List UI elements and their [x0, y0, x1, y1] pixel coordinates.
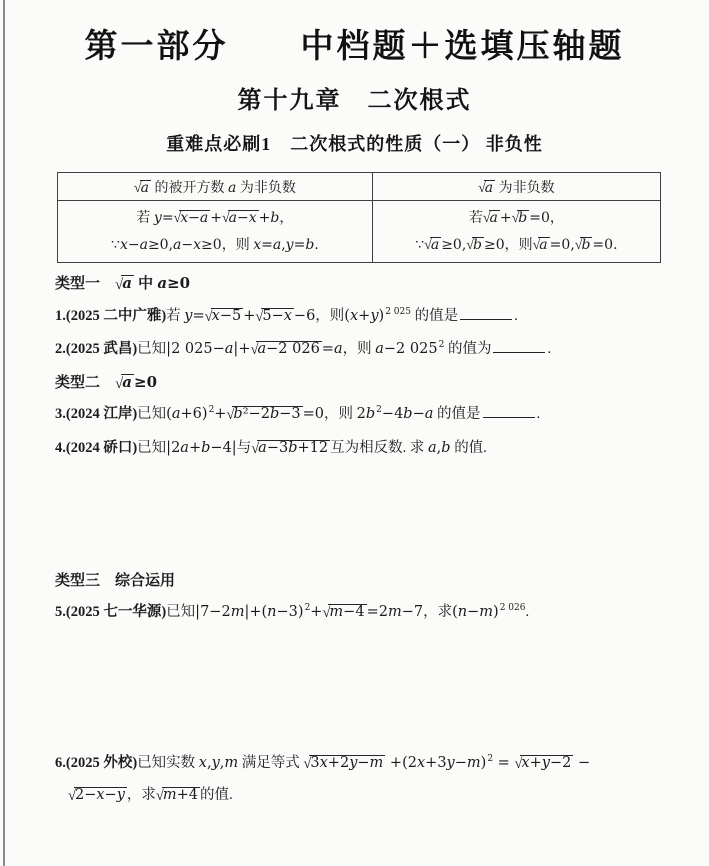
section-title: 重难点必刷1 二次根式的性质（一） 非负性 — [166, 134, 543, 154]
type3-heading: 类型三 综合运用 — [55, 572, 176, 589]
properties-table — [57, 172, 661, 263]
type2-heading: 类型二 √a ≥0 — [55, 373, 157, 392]
problem-1: 1.(2025 二中广雅)若 y=√x−5 +√5−x −6，则$(x+y)^{2 025}$ 的值是 . — [55, 307, 518, 325]
table-header-row — [58, 173, 661, 201]
part-title: 第一部分 中档题＋选填压轴题 — [84, 29, 625, 65]
type1-heading: 类型一 √a 中 a≥0 — [55, 274, 191, 293]
table-body-row — [58, 201, 661, 263]
table-cell-radicand-rule — [58, 201, 373, 263]
problem-4: 4.(2024 硚口)已知|2a+b−4|与√a−3b+12 互为相反数. 求 a,b 的值. — [55, 440, 487, 457]
rule-line: ∵√a ≥0,√b ≥0，则√a =0,√b =0. — [415, 236, 618, 253]
table-header-radicand-nonnegative: √a 的被开方数 a 为非负数 — [58, 173, 373, 201]
problem-3: 3.(2024 江岸)已知$(a+6)^2+√b^2-2b-3 =0$，则 $2b^2-4b-a$ 的值是 . — [55, 405, 541, 423]
problem-2: 2.(2025 武昌)已知|2 025−a|+√a−2 026 =a，则 a−2 $025^2$ 的值为 . — [55, 340, 552, 358]
problem-6-line1: 6.(2025 外校)已知实数 x,y,m 满足等式 $√3x+2y-m +(2x+3y-m)^2 = √x+y-2$ − — [55, 754, 591, 772]
chapter-title: 第十九章 二次根式 — [237, 88, 472, 114]
problem-6-line2: √2−x−y ，求√m+4 的值. — [68, 787, 233, 804]
rule-line: 若√a +√b =0， — [468, 209, 564, 226]
rule-line: ∵x−a≥0,a−x≥0，则 x=a,y=b. — [111, 236, 319, 253]
rule-line: 若 y=√x−a +√a−x +b， — [136, 209, 294, 226]
problem-5: 5.(2025 七一华源)已知$|7-2m|+(n-3)^2+√m-4 =2m-7$，求$(n-m)^{2 026}$. — [55, 603, 530, 621]
table-cell-sqrt-rule — [372, 201, 660, 263]
table-header-sqrt-nonnegative: √a 为非负数 — [372, 173, 660, 201]
